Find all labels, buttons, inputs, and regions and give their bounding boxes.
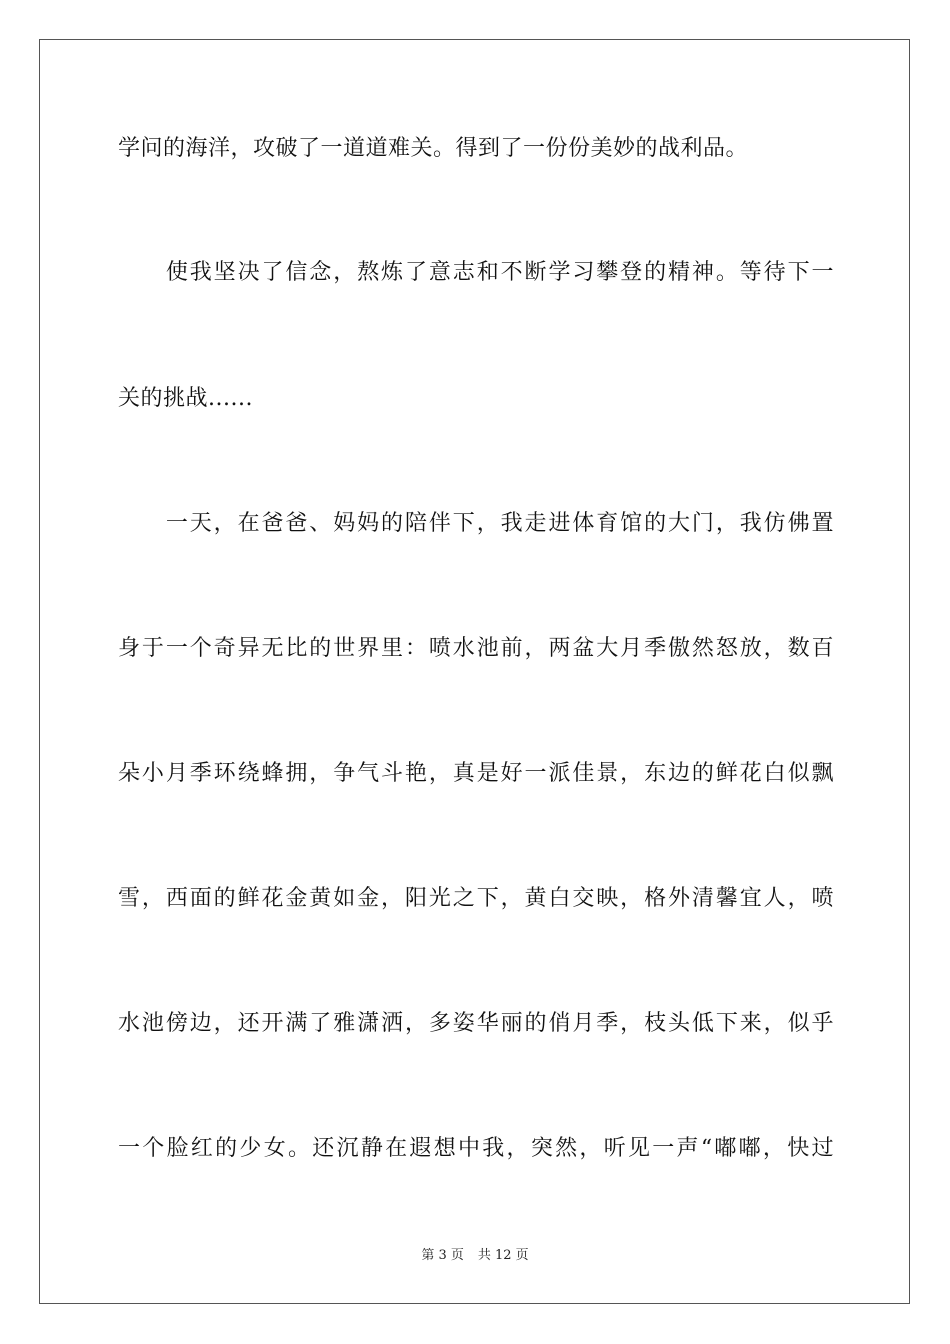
page-total: 共 12 页 xyxy=(477,1248,529,1263)
text-line-7: 雪，西面的鲜花金黄如金，阳光之下，黄白交映，格外清馨宜人，喷 xyxy=(118,886,834,911)
text-line-5: 身于一个奇异无比的世界里：喷水池前，两盆大月季傲然怒放，数百 xyxy=(118,636,834,661)
text-line-6: 朵小月季环绕蜂拥，争气斗艳，真是好一派佳景，东边的鲜花白似飘 xyxy=(118,761,834,786)
text-line-4: 一天，在爸爸、妈妈的陪伴下，我走进体育馆的大门，我仿佛置 xyxy=(118,511,834,536)
text-line-3: 关的挑战...... xyxy=(118,386,253,411)
text-line-8: 水池傍边，还开满了雅潇洒，多姿华丽的俏月季，枝头低下来，似乎 xyxy=(118,1011,834,1036)
text-line-1: 学问的海洋，攻破了一道道难关。得到了一份份美妙的战利品。 xyxy=(118,136,749,161)
text-line-9: 一个脸红的少女。还沉静在遐想中我，突然，听见一声“嘟嘟，快过 xyxy=(118,1136,834,1161)
page-border xyxy=(39,39,910,1304)
page-number: 第 3 页 xyxy=(421,1248,464,1263)
page-footer xyxy=(0,1247,950,1265)
text-line-2: 使我坚决了信念，熬炼了意志和不断学习攀登的精神。等待下一 xyxy=(118,260,834,285)
